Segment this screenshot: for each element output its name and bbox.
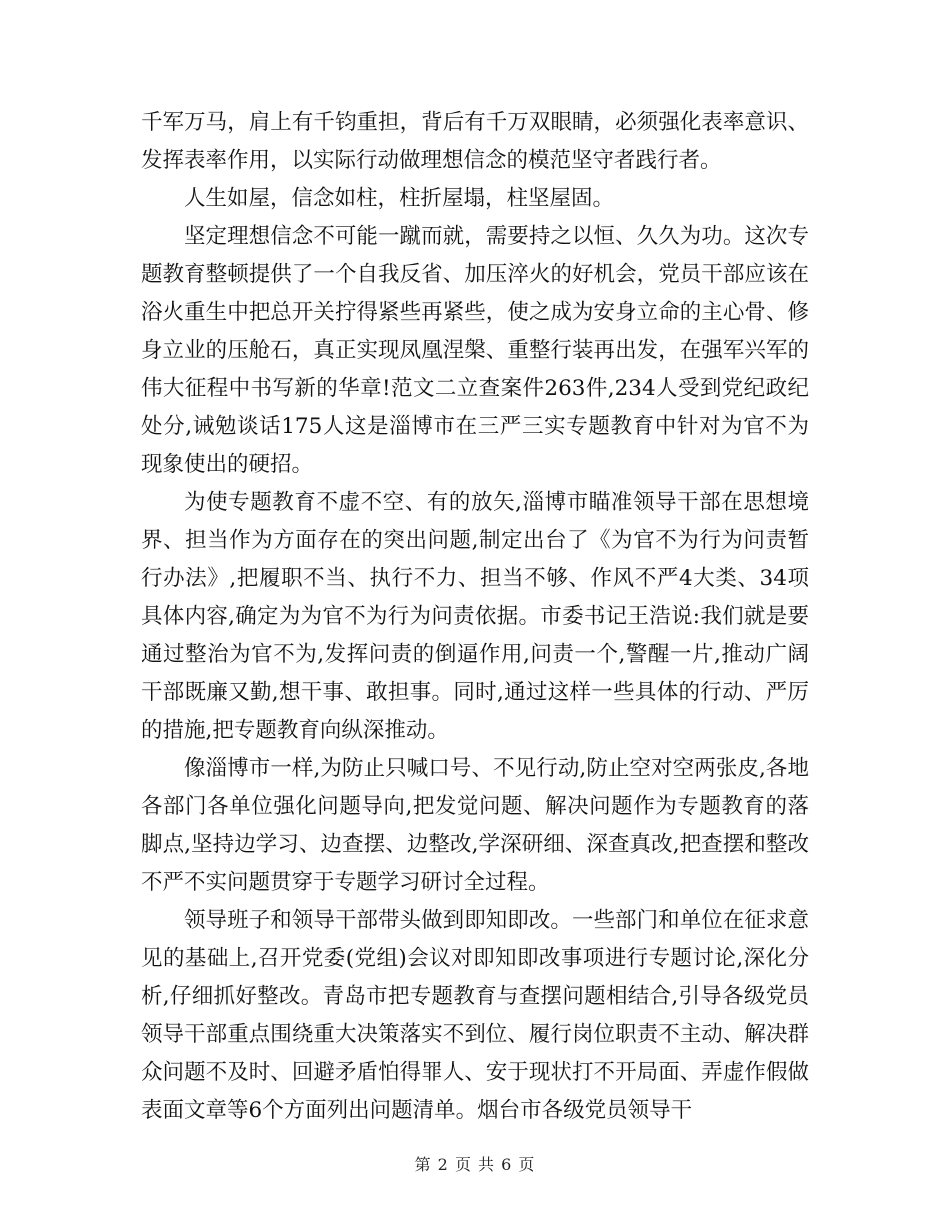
paragraph-6: 领导班子和领导干部带头做到即知即改。一些部门和单位在征求意见的基础上,召开党委(党组)会议对即知即改事项进行专题讨论,深化分析,仔细抓好整改。青岛市把专题教育与查摆问题相结合,引导各级党员领导干部重点围绕重大决策落实不到位、履行岗位职责不主动、解决群众问题不及时、回避矛盾怕得罪人、安于现状打不开局面、弄虚作假做表面文章等6个方面列出问题清单。烟台市各级党员领导干 [141,908,809,1123]
paragraph-2: 人生如屋，信念如柱，柱折屋塌，柱坚屋固。 [184,186,615,211]
document-body [141,104,809,1130]
page-footer: 第 2 页 共 6 页 [414,1155,536,1174]
paragraph-4: 为使专题教育不虚不空、有的放矢,淄博市瞄准领导干部在思想境界、担当作为方面存在的突出问题,制定出台了《为官不为行为问责暂行办法》,把履职不当、执行不力、担当不够、作风不严4大类、34项具体内容,确定为为官不为行为问责依据。市委书记王浩说:我们就是要通过整治为官不为,发挥问责的倒逼作用,问责一个,警醒一片,推动广阔干部既廉又勤,想干事、敢担事。同时,通过这样一些具体的行动、严厉的措施,把专题教育向纵深推动。 [141,490,809,743]
paragraph-5: 像淄博市一样,为防止只喊口号、不见行动,防止空对空两张皮,各地各部门各单位强化问题导向,把发觉问题、解决问题作为专题教育的落脚点,坚持边学习、边查摆、边整改,学深研细、深查真改,把查摆和整改不严不实问题贯穿于专题学习研讨全过程。 [141,756,809,895]
paragraph-3: 坚定理想信念不可能一蹴而就，需要持之以恒、久久为功。这次专题教育整顿提供了一个自我反省、加压淬火的好机会，党员干部应该在浴火重生中把总开关拧得紧些再紧些，使之成为安身立命的主心骨、修身立业的压舱石，真正实现凤凰涅槃、重整行装再出发，在强军兴军的伟大征程中书写新的华章!范文二立查案件263件,234人受到党纪政纪处分,诫勉谈话175人这是淄博市在三严三实专题教育中针对为官不为现象使出的硬招。 [141,224,809,477]
paragraph-1: 千军万马，肩上有千钧重担，背后有千万双眼睛，必须强化表率意识、发挥表率作用，以实际行动做理想信念的模范坚守者践行者。 [141,110,809,173]
